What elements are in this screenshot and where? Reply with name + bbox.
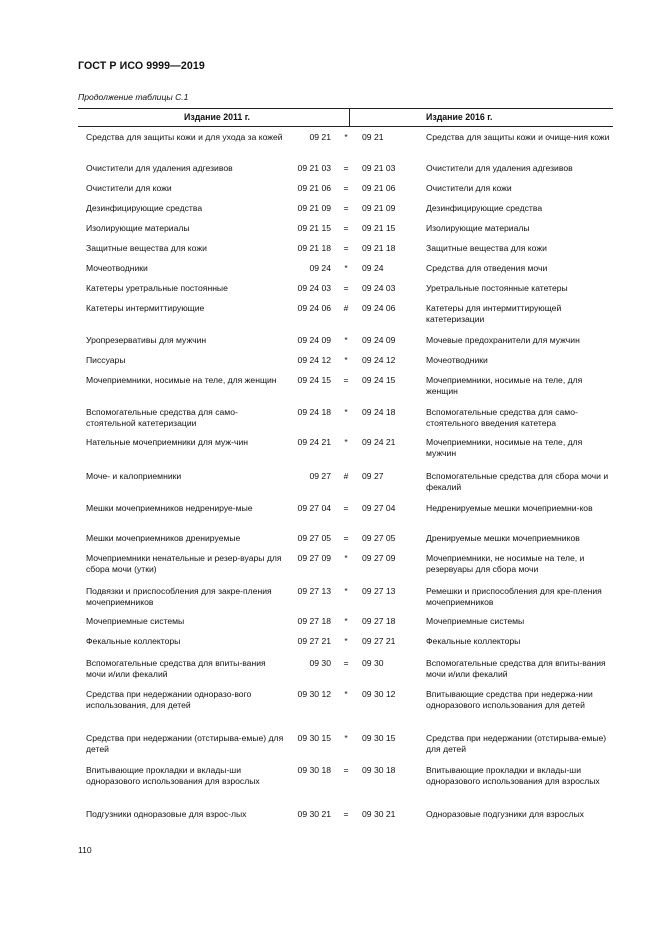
row-name-2011: Катетеры интермиттирующие — [86, 303, 205, 313]
row-name-2011: Мочеприемники, носимые на теле, для женщин — [86, 375, 277, 385]
row-code-2011: 09 27 21 — [297, 636, 331, 646]
row-code-2011: 09 21 — [309, 132, 331, 142]
row-name-2011: Катетеры уретральные постоянные — [86, 283, 228, 293]
row-name-2016: Дренируемые мешки мочеприемников — [426, 533, 580, 543]
row-code-2011: 09 24 06 — [297, 303, 331, 313]
row-code-2016: 09 24 15 — [362, 375, 396, 385]
row-code-2016: 09 21 03 — [362, 163, 396, 173]
column-header-2016: Издание 2016 г. — [426, 112, 493, 122]
row-code-2011: 09 30 — [309, 658, 331, 668]
row-code-2016: 09 27 18 — [362, 616, 396, 626]
row-relation-mark: * — [344, 636, 348, 646]
row-code-2011: 09 24 12 — [297, 355, 331, 365]
row-name-2016: Мочеприемные системы — [426, 616, 525, 626]
row-name-2016: Мочеприемники, не носимые на теле, и резервуары для сбора мочи — [426, 553, 585, 574]
row-name-2016: Вспомогательные средства для впиты-вания мочи и/или фекалий — [426, 658, 606, 679]
row-code-2011: 09 27 04 — [297, 503, 331, 513]
row-name-2016: Фекальные коллекторы — [426, 636, 521, 646]
row-name-2016: Мочеприемники, носимые на теле, для мужчин — [426, 437, 583, 458]
row-code-2016: 09 24 06 — [362, 303, 396, 313]
row-name-2011: Моче- и калоприемники — [86, 471, 182, 481]
row-relation-mark: * — [344, 733, 348, 743]
row-relation-mark: * — [344, 263, 348, 273]
row-code-2011: 09 21 06 — [297, 183, 331, 193]
row-code-2011: 09 30 12 — [297, 689, 331, 699]
row-name-2011: Мочеотводники — [86, 263, 148, 273]
row-code-2011: 09 27 — [309, 471, 331, 481]
row-code-2016: 09 27 13 — [362, 586, 396, 596]
row-code-2016: 09 24 03 — [362, 283, 396, 293]
row-code-2011: 09 24 03 — [297, 283, 331, 293]
row-name-2016: Мочеотводники — [426, 355, 488, 365]
row-code-2016: 09 24 09 — [362, 335, 396, 345]
row-name-2016: Одноразовые подгузники для взрослых — [426, 809, 584, 819]
row-name-2011: Средства при недержании одноразо-вого использования, для детей — [86, 689, 252, 710]
row-relation-mark: = — [343, 533, 349, 543]
row-code-2016: 09 24 12 — [362, 355, 396, 365]
row-name-2011: Изолирующие материалы — [86, 223, 190, 233]
row-code-2016: 09 21 06 — [362, 183, 396, 193]
row-code-2016: 09 30 — [362, 658, 384, 668]
row-name-2011: Нательные мочеприемники для муж-чин — [86, 437, 248, 447]
row-relation-mark: = — [343, 183, 349, 193]
row-name-2016: Защитные вещества для кожи — [426, 243, 547, 253]
row-name-2011: Подгузники одноразовые для взрос-лых — [86, 809, 247, 819]
row-relation-mark: * — [344, 335, 348, 345]
row-name-2011: Впитывающие прокладки и вклады-ши одноразового использования для взрослых — [86, 765, 260, 786]
row-name-2011: Защитные вещества для кожи — [86, 243, 207, 253]
row-relation-mark: = — [343, 375, 349, 385]
row-name-2016: Вспомогательные средства для само-стоятельного введения катетера — [426, 407, 578, 428]
page-number: 110 — [78, 845, 92, 855]
row-name-2016: Впитывающие средства при недержа-нии одноразового использования для детей — [426, 689, 593, 710]
row-code-2011: 09 27 09 — [297, 553, 331, 563]
row-relation-mark: * — [344, 553, 348, 563]
row-code-2016: 09 21 18 — [362, 243, 396, 253]
row-code-2016: 09 30 18 — [362, 765, 396, 775]
row-code-2011: 09 21 18 — [297, 243, 331, 253]
row-code-2016: 09 24 18 — [362, 407, 396, 417]
row-code-2016: 09 27 21 — [362, 636, 396, 646]
row-relation-mark: = — [343, 163, 349, 173]
row-name-2011: Очистители для удаления адгезивов — [86, 163, 233, 173]
row-name-2011: Мочеприемные системы — [86, 616, 185, 626]
row-code-2011: 09 27 18 — [297, 616, 331, 626]
row-name-2016: Мочеприемники, носимые на теле, для женщин — [426, 375, 583, 396]
row-name-2011: Вспомогательные средства для впиты-вания мочи и/или фекалий — [86, 658, 266, 679]
row-name-2011: Мочеприемники ненательные и резер-вуары для сбора мочи (утки) — [86, 553, 282, 574]
row-relation-mark: * — [344, 616, 348, 626]
row-relation-mark: = — [343, 658, 349, 668]
row-code-2011: 09 24 15 — [297, 375, 331, 385]
row-name-2011: Мешки мочеприемников недренируе-мые — [86, 503, 253, 513]
row-name-2011: Писсуары — [86, 355, 126, 365]
row-name-2011: Средства при недержании (отстирыва-емые) для детей — [86, 733, 284, 754]
row-relation-mark: * — [344, 586, 348, 596]
row-code-2016: 09 30 21 — [362, 809, 396, 819]
row-code-2016: 09 21 — [362, 132, 384, 142]
row-code-2011: 09 24 09 — [297, 335, 331, 345]
document-title: ГОСТ Р ИСО 9999—2019 — [78, 60, 205, 72]
row-code-2016: 09 21 09 — [362, 203, 396, 213]
row-relation-mark: = — [343, 765, 349, 775]
row-name-2011: Средства для защиты кожи и для ухода за кожей — [86, 132, 283, 142]
row-name-2016: Очистители для удаления адгезивов — [426, 163, 573, 173]
row-code-2016: 09 30 12 — [362, 689, 396, 699]
row-name-2016: Дезинфицирующие средства — [426, 203, 543, 213]
row-name-2011: Мешки мочеприемников дренируемые — [86, 533, 241, 543]
row-code-2011: 09 21 09 — [297, 203, 331, 213]
row-code-2011: 09 27 13 — [297, 586, 331, 596]
row-name-2011: Вспомогательные средства для само-стоятельной катетеризации — [86, 407, 238, 428]
row-code-2011: 09 24 — [309, 263, 331, 273]
row-code-2016: 09 21 15 — [362, 223, 396, 233]
row-relation-mark: = — [343, 243, 349, 253]
row-name-2016: Средства для отведения мочи — [426, 263, 548, 273]
row-relation-mark: * — [344, 355, 348, 365]
row-name-2011: Уропрезервативы для мужчин — [86, 335, 207, 345]
row-code-2016: 09 27 05 — [362, 533, 396, 543]
row-code-2016: 09 30 15 — [362, 733, 396, 743]
row-relation-mark: * — [344, 437, 348, 447]
row-name-2016: Ремешки и приспособления для кре-пления мочеприемников — [426, 586, 602, 607]
row-name-2016: Средства для защиты кожи и очище-ния кожи — [426, 132, 610, 142]
row-relation-mark: = — [343, 203, 349, 213]
row-code-2011: 09 30 15 — [297, 733, 331, 743]
row-code-2011: 09 21 03 — [297, 163, 331, 173]
row-code-2016: 09 27 — [362, 471, 384, 481]
table-caption: Продолжение таблицы С.1 — [78, 92, 189, 102]
row-name-2011: Дезинфицирующие средства — [86, 203, 203, 213]
row-relation-mark: * — [344, 689, 348, 699]
row-name-2011: Очистители для кожи — [86, 183, 172, 193]
row-code-2016: 09 27 09 — [362, 553, 396, 563]
row-relation-mark: = — [343, 503, 349, 513]
row-code-2011: 09 30 18 — [297, 765, 331, 775]
row-code-2011: 09 21 15 — [297, 223, 331, 233]
row-name-2016: Уретральные постоянные катетеры — [426, 283, 568, 293]
row-name-2016: Изолирующие материалы — [426, 223, 530, 233]
row-name-2011: Подвязки и приспособления для закре-пления мочеприемников — [86, 586, 272, 607]
row-relation-mark: # — [343, 303, 349, 313]
row-code-2011: 09 24 18 — [297, 407, 331, 417]
row-code-2016: 09 27 04 — [362, 503, 396, 513]
row-name-2016: Очистители для кожи — [426, 183, 512, 193]
row-relation-mark: * — [344, 407, 348, 417]
row-name-2011: Фекальные коллекторы — [86, 636, 181, 646]
column-header-2011: Издание 2011 г. — [184, 112, 250, 122]
row-code-2016: 09 24 — [362, 263, 384, 273]
row-name-2016: Средства при недержании (отстирыва-емые) для детей — [426, 733, 607, 754]
row-relation-mark: * — [344, 132, 348, 142]
row-relation-mark: = — [343, 283, 349, 293]
row-name-2016: Катетеры для интермиттирующей катетеризации — [426, 303, 562, 324]
row-relation-mark: = — [343, 809, 349, 819]
row-code-2016: 09 24 21 — [362, 437, 396, 447]
row-name-2016: Впитывающие прокладки и вклады-ши одноразового использования для взрослых — [426, 765, 600, 786]
row-name-2016: Мочевые предохранители для мужчин — [426, 335, 580, 345]
row-code-2011: 09 30 21 — [297, 809, 331, 819]
row-name-2016: Недренируемые мешки мочеприемни-ков — [426, 503, 593, 513]
row-code-2011: 09 24 21 — [297, 437, 331, 447]
row-relation-mark: = — [343, 223, 349, 233]
row-relation-mark: # — [343, 471, 349, 481]
row-code-2011: 09 27 05 — [297, 533, 331, 543]
row-name-2016: Вспомогательные средства для сбора мочи и фекалий — [426, 471, 609, 492]
